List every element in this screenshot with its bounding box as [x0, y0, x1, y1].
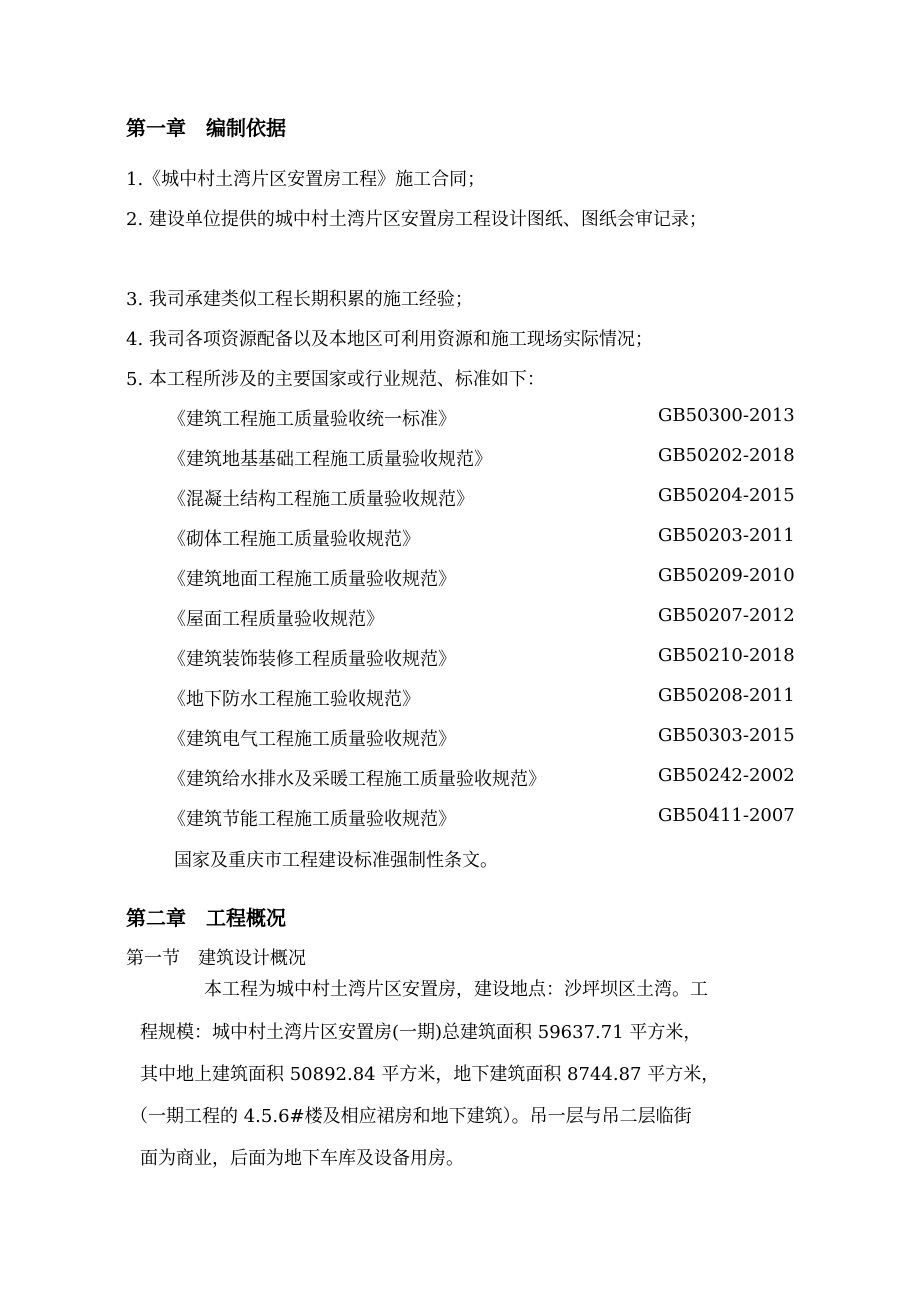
overview-line: 其中地上建筑面积 50892.84 平方米，地下建筑面积 8744.87 平方米，: [140, 1064, 720, 1085]
section-title: 第一节 建筑设计概况: [126, 948, 306, 969]
standard-code: GB50202-2018: [658, 445, 795, 466]
standard-code: GB50207-2012: [658, 605, 795, 626]
standard-code: GB50300-2013: [658, 405, 795, 426]
standard-code: GB50203-2011: [658, 525, 795, 546]
standard-title: 《建筑装饰装修工程质量验收规范》: [168, 649, 456, 670]
standard-code: GB50242-2002: [658, 765, 795, 786]
standard-code: GB50210-2018: [658, 645, 795, 666]
standard-code: GB50411-2007: [658, 805, 795, 826]
standard-title: 《建筑节能工程施工质量验收规范》: [168, 809, 456, 830]
standard-code: GB50209-2010: [658, 565, 795, 586]
overview-line: （一期工程的 4.5.6#楼及相应裙房和地下建筑）。吊一层与吊二层临街: [130, 1106, 692, 1127]
standard-title: 《建筑电气工程施工质量验收规范》: [168, 729, 456, 750]
basis-item: 4. 我司各项资源配备以及本地区可利用资源和施工现场实际情况；: [126, 329, 653, 350]
standard-title: 《建筑给水排水及采暖工程施工质量验收规范》: [168, 769, 546, 790]
basis-item: 5. 本工程所涉及的主要国家或行业规范、标准如下：: [126, 369, 545, 390]
chapter1-title: 第一章 编制依据: [126, 116, 286, 140]
standards-note: 国家及重庆市工程建设标准强制性条文。: [174, 850, 498, 871]
chapter2-title: 第二章 工程概况: [126, 906, 286, 930]
standard-title: 《地下防水工程施工验收规范》: [168, 689, 420, 710]
standard-title: 《混凝土结构工程施工质量验收规范》: [168, 489, 474, 510]
basis-item: 2. 建设单位提供的城中村土湾片区安置房工程设计图纸、图纸会审记录；: [126, 209, 707, 230]
standard-code: GB50303-2015: [658, 725, 795, 746]
standard-code: GB50204-2015: [658, 485, 795, 506]
standard-code: GB50208-2011: [658, 685, 795, 706]
standard-title: 《砌体工程施工质量验收规范》: [168, 529, 420, 550]
basis-item: 3. 我司承建类似工程长期积累的施工经验；: [126, 289, 473, 310]
overview-line: 程规模：城中村土湾片区安置房(一期)总建筑面积 59637.71 平方米，: [140, 1022, 702, 1043]
standard-title: 《屋面工程质量验收规范》: [168, 609, 384, 630]
basis-item: 1.《城中村土湾片区安置房工程》施工合同；: [126, 169, 486, 190]
standard-title: 《建筑工程施工质量验收统一标准》: [168, 409, 456, 430]
overview-line: 面为商业，后面为地下车库及设备用房。: [140, 1148, 464, 1169]
standard-title: 《建筑地基基础工程施工质量验收规范》: [168, 449, 492, 470]
standard-title: 《建筑地面工程施工质量验收规范》: [168, 569, 456, 590]
overview-line: 本工程为城中村土湾片区安置房，建设地点：沙坪坝区土湾。工: [204, 979, 708, 1000]
